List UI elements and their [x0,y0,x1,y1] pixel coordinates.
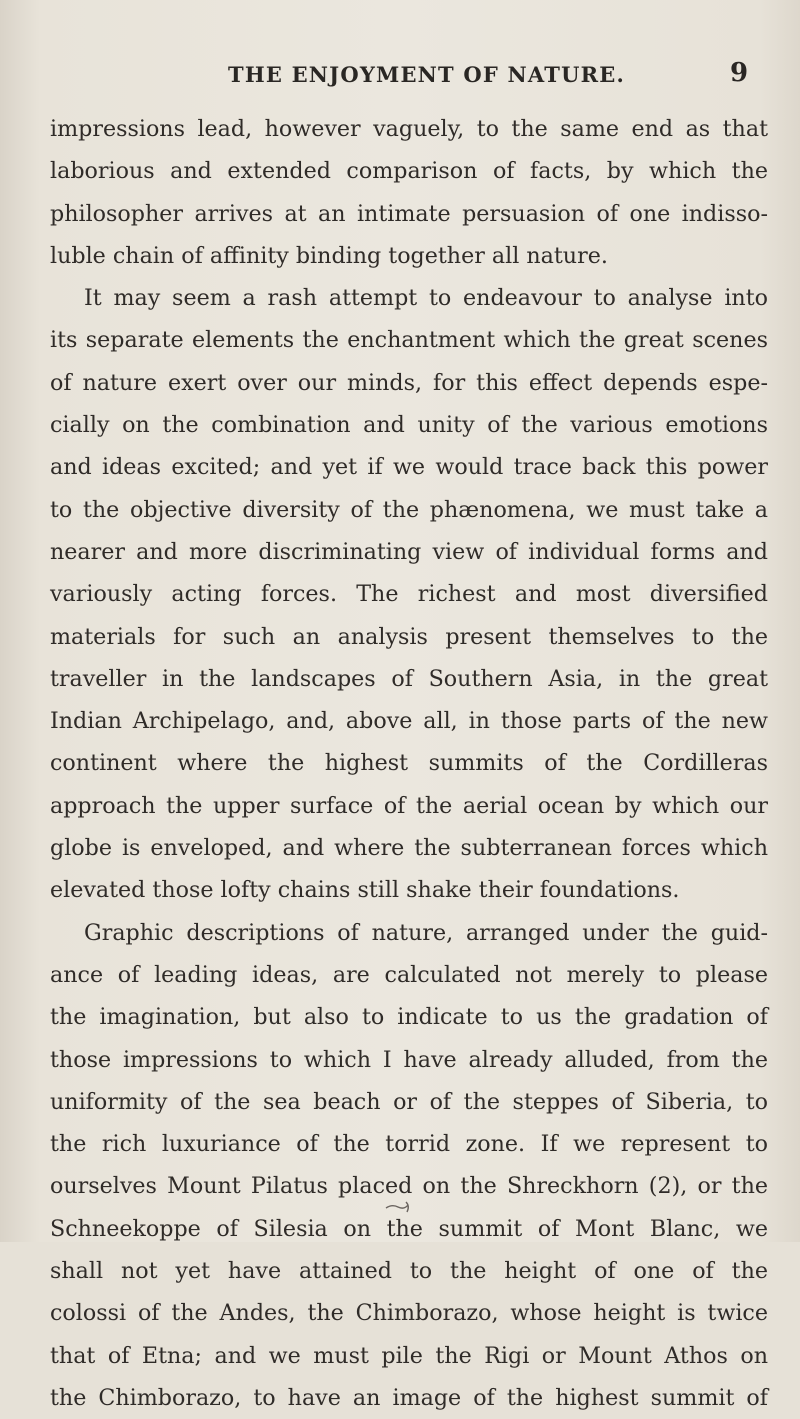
text-line: elevated those lofty chains still shake their foundations. [50,877,680,904]
text-line: and ideas excited; and yet if we would trace back this power [50,454,768,481]
text-line: materials for such an analysis present themselves to the [50,623,768,650]
text-line: the imagination, but also to indicate to us the gradation of [50,1004,768,1031]
text-line: of nature exert over our minds, for this effect depends espe- [50,369,768,396]
text-line: cially on the combination and unity of the various emotions [50,412,768,439]
text-line: to the objective diversity of the phænomena, we must take a [50,496,768,523]
text-line: Indian Archipelago, and, above all, in those parts of the new [50,708,768,735]
page-header [0,58,800,92]
text-line: nearer and more discriminating view of individual forms and [50,538,768,565]
ink-mark-icon [384,1196,414,1216]
text-line: the Chimborazo, to have an image of the highest summit of [50,1384,768,1411]
text-line: traveller in the landscapes of Southern Asia, in the great [50,665,768,692]
text-line: ance of leading ideas, are calculated not merely to please [50,961,768,988]
text-line: those impressions to which I have already alluded, from the [50,1046,768,1073]
text-line: the rich luxuriance of the torrid zone. If we represent to [50,1131,768,1158]
running-head: THE ENJOYMENT OF NATURE. [228,62,625,87]
text-line: approach the upper surface of the aerial ocean by which our [50,792,768,819]
text-line: that of Etna; and we must pile the Rigi or Mount Athos on [50,1342,768,1369]
text-line: laborious and extended comparison of facts, by which the [50,158,768,185]
body-text [50,108,768,1419]
text-line: shall not yet have attained to the height of one of the [50,1258,768,1285]
text-line: impressions lead, however vaguely, to the same end as that [50,116,768,142]
text-line: ourselves Mount Pilatus placed on the Shreckhorn (2), or the [50,1173,768,1200]
text-line: variously acting forces. The richest and most diversified [50,581,768,608]
text-line: its separate elements the enchantment which the great scenes [50,327,768,354]
text-line: colossi of the Andes, the Chimborazo, whose height is twice [50,1300,768,1327]
text-line: uniformity of the sea beach or of the steppes of Siberia, to [50,1088,768,1115]
text-line: It may seem a rash attempt to endeavour to analyse into [84,285,768,312]
text-line: globe is enveloped, and where the subterranean forces which [50,835,768,862]
text-line: Schneekoppe of Silesia on the summit of Mont Blanc, we [50,1215,768,1242]
text-line: luble chain of affinity binding together all nature. [50,242,608,269]
text-line: continent where the highest summits of the Cordilleras [50,750,768,777]
text-line: philosopher arrives at an intimate persuasion of one indisso- [50,200,768,227]
page-number: 9 [730,58,749,88]
text-line: Graphic descriptions of nature, arranged under the guid- [84,919,768,946]
